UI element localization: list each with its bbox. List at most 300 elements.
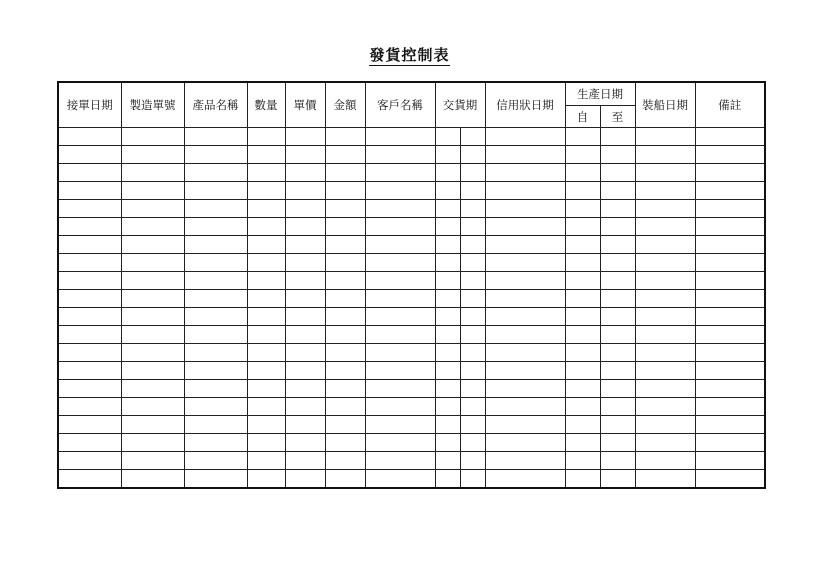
table-cell xyxy=(695,218,765,236)
table-cell xyxy=(565,200,600,218)
table-cell xyxy=(184,416,247,434)
table-cell xyxy=(365,326,435,344)
table-cell xyxy=(485,128,565,146)
table-cell xyxy=(184,254,247,272)
form-title-text: 發貨控制表 xyxy=(369,46,450,64)
table-cell xyxy=(58,398,121,416)
header-remarks: 備註 xyxy=(695,82,765,128)
table-row xyxy=(58,362,765,380)
header-unit-price: 單價 xyxy=(285,82,325,128)
table-cell xyxy=(58,416,121,434)
table-cell xyxy=(121,164,184,182)
table-cell xyxy=(635,200,695,218)
table-cell xyxy=(121,434,184,452)
table-cell xyxy=(635,326,695,344)
table-cell xyxy=(285,344,325,362)
table-row xyxy=(58,398,765,416)
table-cell xyxy=(365,146,435,164)
table-cell xyxy=(460,326,485,344)
table-cell xyxy=(695,452,765,470)
table-cell xyxy=(460,272,485,290)
table-cell xyxy=(365,434,435,452)
table-cell xyxy=(635,164,695,182)
table-row xyxy=(58,254,765,272)
table-cell xyxy=(485,272,565,290)
table-cell xyxy=(365,308,435,326)
header-production-to: 至 xyxy=(600,106,635,128)
table-cell xyxy=(325,362,365,380)
table-row xyxy=(58,452,765,470)
table-cell xyxy=(184,146,247,164)
header-quantity: 數量 xyxy=(247,82,285,128)
table-cell xyxy=(184,380,247,398)
table-cell xyxy=(247,398,285,416)
table-cell xyxy=(365,236,435,254)
table-cell xyxy=(325,146,365,164)
table-cell xyxy=(285,164,325,182)
table-cell xyxy=(325,182,365,200)
table-cell xyxy=(58,272,121,290)
table-cell xyxy=(121,200,184,218)
table-cell xyxy=(247,200,285,218)
table-cell xyxy=(325,254,365,272)
table-row xyxy=(58,326,765,344)
table-cell xyxy=(285,218,325,236)
table-cell xyxy=(58,254,121,272)
table-cell xyxy=(184,362,247,380)
table-row xyxy=(58,200,765,218)
table-cell xyxy=(121,344,184,362)
table-cell xyxy=(285,182,325,200)
table-row xyxy=(58,146,765,164)
table-cell xyxy=(58,308,121,326)
table-cell xyxy=(325,434,365,452)
table-cell xyxy=(247,272,285,290)
table-cell xyxy=(285,290,325,308)
table-cell xyxy=(695,398,765,416)
table-cell xyxy=(635,380,695,398)
table-cell xyxy=(695,344,765,362)
table-cell xyxy=(121,254,184,272)
table-cell xyxy=(121,290,184,308)
table-cell xyxy=(565,164,600,182)
table-cell xyxy=(460,182,485,200)
table-cell xyxy=(460,398,485,416)
table-cell xyxy=(460,236,485,254)
table-body xyxy=(58,128,765,489)
table-cell xyxy=(365,200,435,218)
table-cell xyxy=(435,272,460,290)
table-cell xyxy=(58,218,121,236)
table-cell xyxy=(58,470,121,489)
table-cell xyxy=(247,146,285,164)
table-cell xyxy=(435,470,460,489)
table-cell xyxy=(460,470,485,489)
table-cell xyxy=(365,452,435,470)
table-cell xyxy=(365,362,435,380)
table-cell xyxy=(485,416,565,434)
table-cell xyxy=(121,128,184,146)
table-cell xyxy=(285,362,325,380)
table-cell xyxy=(365,380,435,398)
table-cell xyxy=(435,164,460,182)
table-cell xyxy=(565,182,600,200)
table-cell xyxy=(58,326,121,344)
table-cell xyxy=(695,182,765,200)
table-cell xyxy=(565,362,600,380)
table-cell xyxy=(485,254,565,272)
table-cell xyxy=(600,218,635,236)
table-cell xyxy=(635,290,695,308)
table-cell xyxy=(121,380,184,398)
table-cell xyxy=(58,146,121,164)
table-cell xyxy=(247,254,285,272)
table-cell xyxy=(635,146,695,164)
table-cell xyxy=(460,164,485,182)
table-row xyxy=(58,416,765,434)
table-cell xyxy=(635,452,695,470)
table-cell xyxy=(247,164,285,182)
header-customer-name: 客戶名稱 xyxy=(365,82,435,128)
table-cell xyxy=(325,236,365,254)
table-row xyxy=(58,308,765,326)
table-cell xyxy=(365,218,435,236)
table-cell xyxy=(435,182,460,200)
header-product-name: 產品名稱 xyxy=(184,82,247,128)
table-cell xyxy=(635,128,695,146)
table-cell xyxy=(460,218,485,236)
table-cell xyxy=(600,308,635,326)
table-row xyxy=(58,128,765,146)
table-cell xyxy=(460,200,485,218)
table-cell xyxy=(285,416,325,434)
table-cell xyxy=(325,398,365,416)
table-row xyxy=(58,344,765,362)
table-cell xyxy=(325,128,365,146)
table-cell xyxy=(600,344,635,362)
table-cell xyxy=(247,344,285,362)
table-cell xyxy=(121,452,184,470)
table-cell xyxy=(635,416,695,434)
table-cell xyxy=(58,200,121,218)
table-cell xyxy=(600,452,635,470)
table-cell xyxy=(365,290,435,308)
table-cell xyxy=(435,452,460,470)
table-cell xyxy=(460,452,485,470)
table-cell xyxy=(365,164,435,182)
table-cell xyxy=(184,218,247,236)
table-cell xyxy=(121,272,184,290)
table-cell xyxy=(460,416,485,434)
table-cell xyxy=(285,398,325,416)
table-cell xyxy=(635,398,695,416)
table-cell xyxy=(121,146,184,164)
table-cell xyxy=(485,146,565,164)
table-cell xyxy=(485,362,565,380)
table-cell xyxy=(325,452,365,470)
table-cell xyxy=(695,128,765,146)
table-cell xyxy=(600,182,635,200)
table-cell xyxy=(600,128,635,146)
table-cell xyxy=(184,200,247,218)
table-cell xyxy=(58,362,121,380)
table-cell xyxy=(365,254,435,272)
table-cell xyxy=(485,164,565,182)
table-cell xyxy=(325,470,365,489)
table-row xyxy=(58,272,765,290)
table-cell xyxy=(247,362,285,380)
table-row xyxy=(58,218,765,236)
table-cell xyxy=(247,182,285,200)
table-cell xyxy=(184,308,247,326)
table-cell xyxy=(435,362,460,380)
table-cell xyxy=(565,146,600,164)
table-cell xyxy=(600,164,635,182)
table-cell xyxy=(121,182,184,200)
table-cell xyxy=(184,236,247,254)
table-cell xyxy=(285,434,325,452)
table-cell xyxy=(460,290,485,308)
table-cell xyxy=(121,416,184,434)
table-cell xyxy=(635,182,695,200)
table-cell xyxy=(58,128,121,146)
table-cell xyxy=(325,164,365,182)
table-row xyxy=(58,470,765,489)
table-cell xyxy=(600,236,635,254)
table-cell xyxy=(695,254,765,272)
table-cell xyxy=(435,290,460,308)
table-cell xyxy=(485,308,565,326)
table-cell xyxy=(285,308,325,326)
header-amount: 金額 xyxy=(325,82,365,128)
table-cell xyxy=(285,128,325,146)
table-cell xyxy=(325,380,365,398)
table-cell xyxy=(435,344,460,362)
table-cell xyxy=(121,236,184,254)
table-cell xyxy=(565,308,600,326)
table-cell xyxy=(247,218,285,236)
table-cell xyxy=(325,326,365,344)
table-cell xyxy=(485,434,565,452)
table-cell xyxy=(121,308,184,326)
table-cell xyxy=(600,146,635,164)
table-cell xyxy=(460,254,485,272)
table-cell xyxy=(435,434,460,452)
table-cell xyxy=(247,470,285,489)
table-row xyxy=(58,380,765,398)
table-cell xyxy=(600,326,635,344)
table-cell xyxy=(565,236,600,254)
table-cell xyxy=(184,452,247,470)
table-cell xyxy=(435,308,460,326)
table-cell xyxy=(325,272,365,290)
shipment-control-table xyxy=(57,81,766,489)
table-cell xyxy=(435,380,460,398)
table-cell xyxy=(365,182,435,200)
table-cell xyxy=(285,272,325,290)
form-title xyxy=(0,44,819,65)
table-cell xyxy=(435,326,460,344)
table-cell xyxy=(600,398,635,416)
table-cell xyxy=(460,380,485,398)
table-cell xyxy=(635,434,695,452)
table-cell xyxy=(600,200,635,218)
table-cell xyxy=(247,236,285,254)
table-cell xyxy=(247,434,285,452)
table-cell xyxy=(247,326,285,344)
table-cell xyxy=(184,326,247,344)
table-cell xyxy=(184,164,247,182)
table-cell xyxy=(635,236,695,254)
table-cell xyxy=(121,362,184,380)
table-cell xyxy=(635,344,695,362)
table-cell xyxy=(247,290,285,308)
table-cell xyxy=(247,128,285,146)
table-cell xyxy=(695,434,765,452)
table-cell xyxy=(565,128,600,146)
table-cell xyxy=(247,416,285,434)
table-cell xyxy=(565,272,600,290)
table-cell xyxy=(695,380,765,398)
table-cell xyxy=(695,290,765,308)
table-cell xyxy=(285,236,325,254)
header-order-date: 接單日期 xyxy=(58,82,121,128)
table-cell xyxy=(485,290,565,308)
table-cell xyxy=(600,434,635,452)
table-cell xyxy=(485,380,565,398)
table-cell xyxy=(695,164,765,182)
table-cell xyxy=(58,290,121,308)
header-production-from: 自 xyxy=(565,106,600,128)
table-cell xyxy=(695,416,765,434)
table-cell xyxy=(565,254,600,272)
table-cell xyxy=(565,344,600,362)
table-cell xyxy=(184,128,247,146)
table-cell xyxy=(365,344,435,362)
table-cell xyxy=(285,470,325,489)
table-cell xyxy=(435,128,460,146)
table-cell xyxy=(460,362,485,380)
table-cell xyxy=(58,344,121,362)
table-cell xyxy=(325,308,365,326)
table-cell xyxy=(58,164,121,182)
table-cell xyxy=(565,218,600,236)
table-cell xyxy=(460,128,485,146)
table-cell xyxy=(58,452,121,470)
header-production-date: 生產日期 xyxy=(565,82,635,106)
table-cell xyxy=(600,254,635,272)
table-cell xyxy=(58,236,121,254)
table-row xyxy=(58,290,765,308)
table-cell xyxy=(635,254,695,272)
table-cell xyxy=(460,434,485,452)
table-cell xyxy=(435,398,460,416)
table-cell xyxy=(485,344,565,362)
table-cell xyxy=(184,290,247,308)
table-cell xyxy=(485,218,565,236)
table-cell xyxy=(565,470,600,489)
table-cell xyxy=(565,380,600,398)
table-cell xyxy=(325,200,365,218)
table-cell xyxy=(635,470,695,489)
table-cell xyxy=(635,272,695,290)
table-cell xyxy=(365,272,435,290)
table-row xyxy=(58,236,765,254)
table-cell xyxy=(695,326,765,344)
table-cell xyxy=(485,452,565,470)
table-cell xyxy=(247,452,285,470)
table-cell xyxy=(695,470,765,489)
table-cell xyxy=(635,218,695,236)
table-cell xyxy=(695,308,765,326)
header-lc-date: 信用狀日期 xyxy=(485,82,565,128)
table-cell xyxy=(600,362,635,380)
table-cell xyxy=(247,308,285,326)
table-cell xyxy=(247,380,285,398)
table-cell xyxy=(285,326,325,344)
table-cell xyxy=(121,326,184,344)
table-cell xyxy=(184,182,247,200)
table-cell xyxy=(695,236,765,254)
table-cell xyxy=(325,218,365,236)
table-cell xyxy=(565,398,600,416)
header-delivery-period: 交貨期 xyxy=(435,82,485,128)
table-cell xyxy=(435,416,460,434)
table-cell xyxy=(435,218,460,236)
table-cell xyxy=(485,200,565,218)
table-cell xyxy=(121,398,184,416)
table-cell xyxy=(184,344,247,362)
table-cell xyxy=(184,470,247,489)
table-cell xyxy=(285,146,325,164)
header-mfg-no: 製造單號 xyxy=(121,82,184,128)
table-cell xyxy=(365,416,435,434)
table-cell xyxy=(460,146,485,164)
table-row xyxy=(58,434,765,452)
table-cell xyxy=(565,290,600,308)
table-cell xyxy=(565,434,600,452)
table-cell xyxy=(435,254,460,272)
table-cell xyxy=(565,416,600,434)
table-cell xyxy=(600,470,635,489)
table-row xyxy=(58,182,765,200)
table-cell xyxy=(435,236,460,254)
table-cell xyxy=(695,362,765,380)
table-cell xyxy=(435,146,460,164)
table-cell xyxy=(460,308,485,326)
table-cell xyxy=(121,470,184,489)
table-cell xyxy=(365,128,435,146)
table-cell xyxy=(285,452,325,470)
table-cell xyxy=(121,218,184,236)
table-cell xyxy=(325,290,365,308)
table-cell xyxy=(695,272,765,290)
table-cell xyxy=(58,182,121,200)
table-cell xyxy=(58,380,121,398)
table-cell xyxy=(485,326,565,344)
table-cell xyxy=(485,470,565,489)
table-row xyxy=(58,164,765,182)
table-cell xyxy=(635,362,695,380)
table-cell xyxy=(184,434,247,452)
table-cell xyxy=(695,200,765,218)
table-cell xyxy=(285,380,325,398)
table-cell xyxy=(565,326,600,344)
table-cell xyxy=(600,290,635,308)
table-cell xyxy=(565,452,600,470)
table-cell xyxy=(600,416,635,434)
table-cell xyxy=(325,344,365,362)
